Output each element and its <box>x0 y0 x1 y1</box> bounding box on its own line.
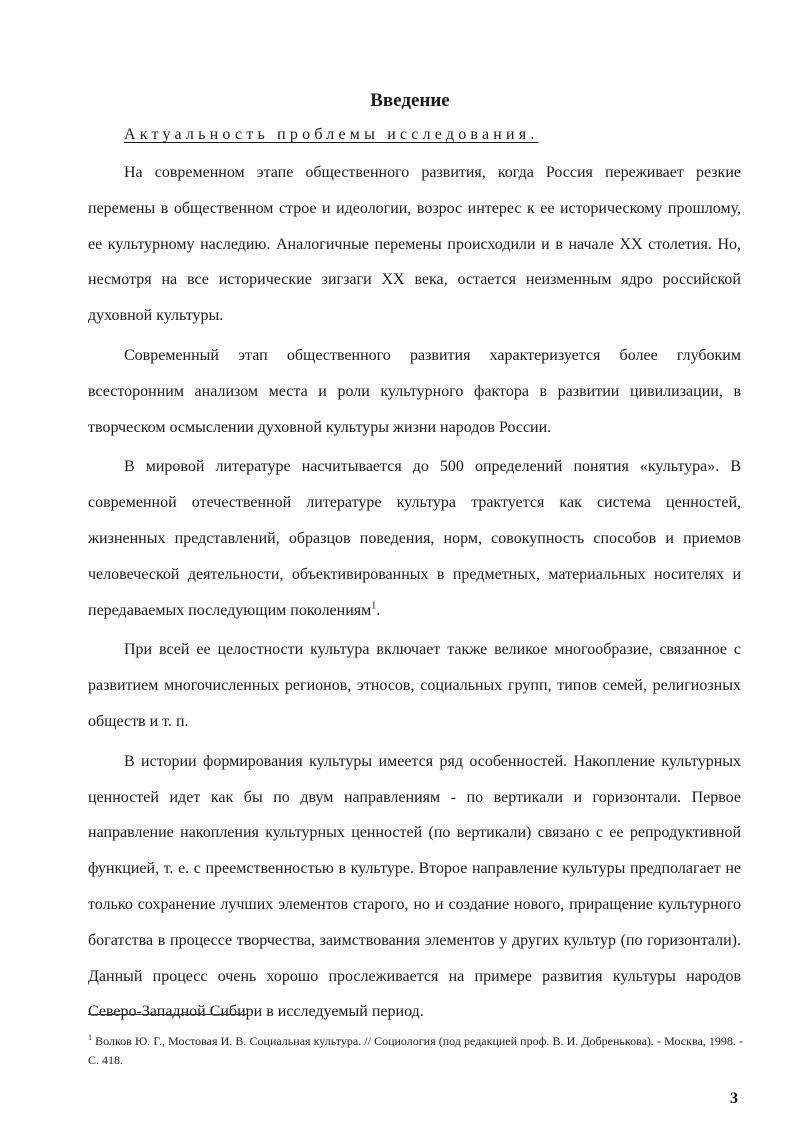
body-text <box>88 155 741 1034</box>
paragraph: В истории формирования культуры имеется ряд особенностей. Накопление культурных ценностей идет как бы по двум направлениям - по вертикали и горизонтали. Первое направление накопления культурных ценностей (по вертикали) связано с ее репродуктивной функцией, т. е. с преемственностью в культуре. Второе направление культуры предполагает не только сохранение лучших элементов старого, но и создание нового, приращение культурного богатства в процессе творчества, заимствования элементов у других культур (по горизонтали). Данный процесс очень хорошо прослеживается на примере развития культуры народов Северо-Западной Сибири в исследуемый период. <box>88 752 741 1021</box>
footnote <box>88 1028 743 1070</box>
footnote-text: Волков Ю. Г., Мостовая И. В. Социальная культура. // Социология (под редакцией проф. В. И. Добренькова). - Москва, 1998. - С. 418. <box>88 1034 744 1067</box>
page-title: Введение <box>370 90 450 111</box>
paragraph-with-footnote <box>88 449 741 628</box>
paragraph-end-punctuation: . <box>376 601 381 619</box>
footnote-marker: 1 <box>88 1033 92 1042</box>
section-subtitle: Актуальность проблемы исследования. <box>124 126 539 143</box>
paragraph: При всей ее целостности культура включает также великое многообразие, связанное с развитием многочисленных регионов, этносов, социальных групп, типов семей, религиозных обществ и т. п. <box>88 641 741 730</box>
paragraph: Современный этап общественного развития характеризуется более глубоким всесторонним анализом места и роли культурного фактора в развитии цивилизации, в творческом осмыслении духовной культуры жизни народов России. <box>88 346 741 436</box>
footnote-divider <box>88 1014 248 1015</box>
paragraph-text: В мировой литературе насчитывается до 500 определений понятия «культура». В современной отечественной литературе культура трактуется как система ценностей, жизненных представлений, образцов поведения, норм, совокупность способов и приемов человеческой деятельности, объективированных в предметных, материальных носителях и передаваемых последующим поколениям <box>88 458 741 619</box>
page-number: 3 <box>730 1090 738 1107</box>
footnote-reference: 1 <box>371 600 377 612</box>
paragraph: На современном этапе общественного развития, когда Россия переживает резкие перемены в общественном строе и идеологии, возрос интерес к ее историческому прошлому, ее культурному наследию. Аналогичные перемены происходили и в начале XX столетия. Но, несмотря на все исторические зигзаги XX века, остается неизменным ядро российской духовной культуры. <box>88 164 741 325</box>
